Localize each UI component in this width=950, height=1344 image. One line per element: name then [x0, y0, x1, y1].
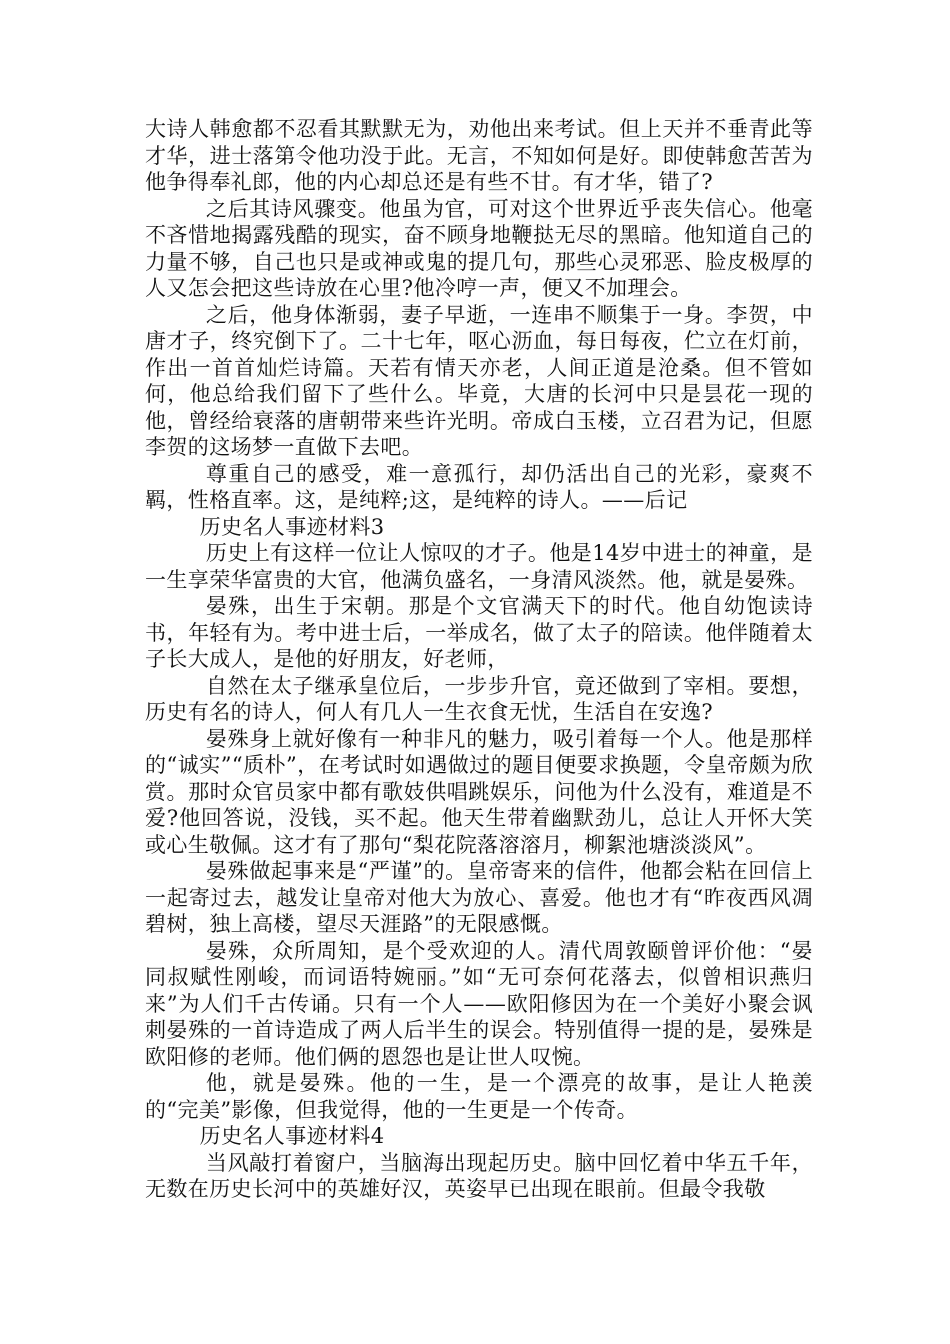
paragraph-8: 晏殊身上就好像有一种非凡的魅力，吸引着每一个人。他是那样的“诚实”“质朴”，在考试时如遇做过的题目便要求换题，令皇帝颇为欣赏。那时众官员家中都有歌妓供唱跳娱乐，问他为什么没有，难道是不爱?他回答说，没钱，买不起。他天生带着幽默劲儿，总让人开怀大笑或心生敬佩。这才有了那句“梨花院落溶溶月，柳絮池塘淡淡风”。 [145, 726, 813, 857]
paragraph-12: 当风敲打着窗户，当脑海出现起历史。脑中回忆着中华五千年，无数在历史长河中的英雄好汉，英姿早已出现在眼前。但最令我敬 [145, 1150, 813, 1201]
paragraph-7: 自然在太子继承皇位后，一步步升官，竟还做到了宰相。要想，历史有名的诗人，何人有几人一生衣食无忧，生活自在安逸? [145, 673, 813, 724]
document-body [145, 116, 813, 1203]
paragraph-1: 大诗人韩愈都不忍看其默默无为，劝他出来考试。但上天并不垂青此等才华，进士落第令他功没于此。无言，不知如何是好。即使韩愈苦苦为他争得奉礼郎，他的内心却总还是有些不甘。有才华，错了? [145, 117, 813, 194]
paragraph-9: 晏殊做起事来是“严谨”的。皇帝寄来的信件，他都会粘在回信上一起寄过去，越发让皇帝对他大为放心、喜爱。他也才有“昨夜西风凋碧树，独上高楼，望尽天涯路”的无限感慨。 [145, 859, 813, 936]
paragraph-3: 之后，他身体渐弱，妻子早逝，一连串不顺集于一身。李贺，中唐才子，终究倒下了。二十七年，呕心沥血，每日每夜，伫立在灯前，作出一首首灿烂诗篇。天若有情天亦老，人间正道是沧桑。但不管如何，他总给我们留下了些什么。毕竟，大唐的长河中只是昙花一现的他，曾经给衰落的唐朝带来些许光明。帝成白玉楼，立召君为记，但愿李贺的这场梦一直做下去吧。 [145, 302, 813, 459]
paragraph-4: 尊重自己的感受，难一意孤行，却仍活出自己的光彩，豪爽不羁，性格直率。这，是纯粹;这，是纯粹的诗人。——后记 [145, 461, 813, 512]
paragraph-5: 历史上有这样一位让人惊叹的才子。他是14岁中进士的神童，是一生享荣华富贵的大官，他满负盛名，一身清风淡然。他，就是晏殊。 [145, 541, 813, 592]
paragraph-6: 晏殊，出生于宋朝。那是个文官满天下的时代。他自幼饱读诗书，年轻有为。考中进士后，一举成名，做了太子的陪读。他伴随着太子长大成人，是他的好朋友，好老师， [145, 594, 813, 671]
section-heading-3: 历史名人事迹材料3 [199, 514, 385, 539]
paragraph-2: 之后其诗风骤变。他虽为官，可对这个世界近乎丧失信心。他毫不吝惜地揭露残酷的现实，奋不顾身地鞭挞无尽的黑暗。他知道自己的力量不够，自己也只是或神或鬼的提几句，那些心灵邪恶、脸皮极厚的人又怎会把这些诗放在心里?他冷哼一声，便又不加理会。 [145, 196, 813, 300]
section-heading-4: 历史名人事迹材料4 [199, 1124, 385, 1148]
paragraph-10: 晏殊，众所周知，是个受欢迎的人。清代周敦颐曾评价他：“晏同叔赋性刚峻，而词语特婉丽。”如“无可奈何花落去，似曾相识燕归来”为人们千古传诵。只有一个人——欧阳修因为在一个美好小聚会讽刺晏殊的一首诗造成了两人后半生的误会。特别值得一提的是，晏殊是欧阳修的老师。他们俩的恩怨也是让世人叹惋。 [145, 938, 813, 1069]
paragraph-11: 他，就是晏殊。他的一生，是一个漂亮的故事，是让人艳羡的“完美”影像，但我觉得，他的一生更是一个传奇。 [145, 1071, 813, 1122]
